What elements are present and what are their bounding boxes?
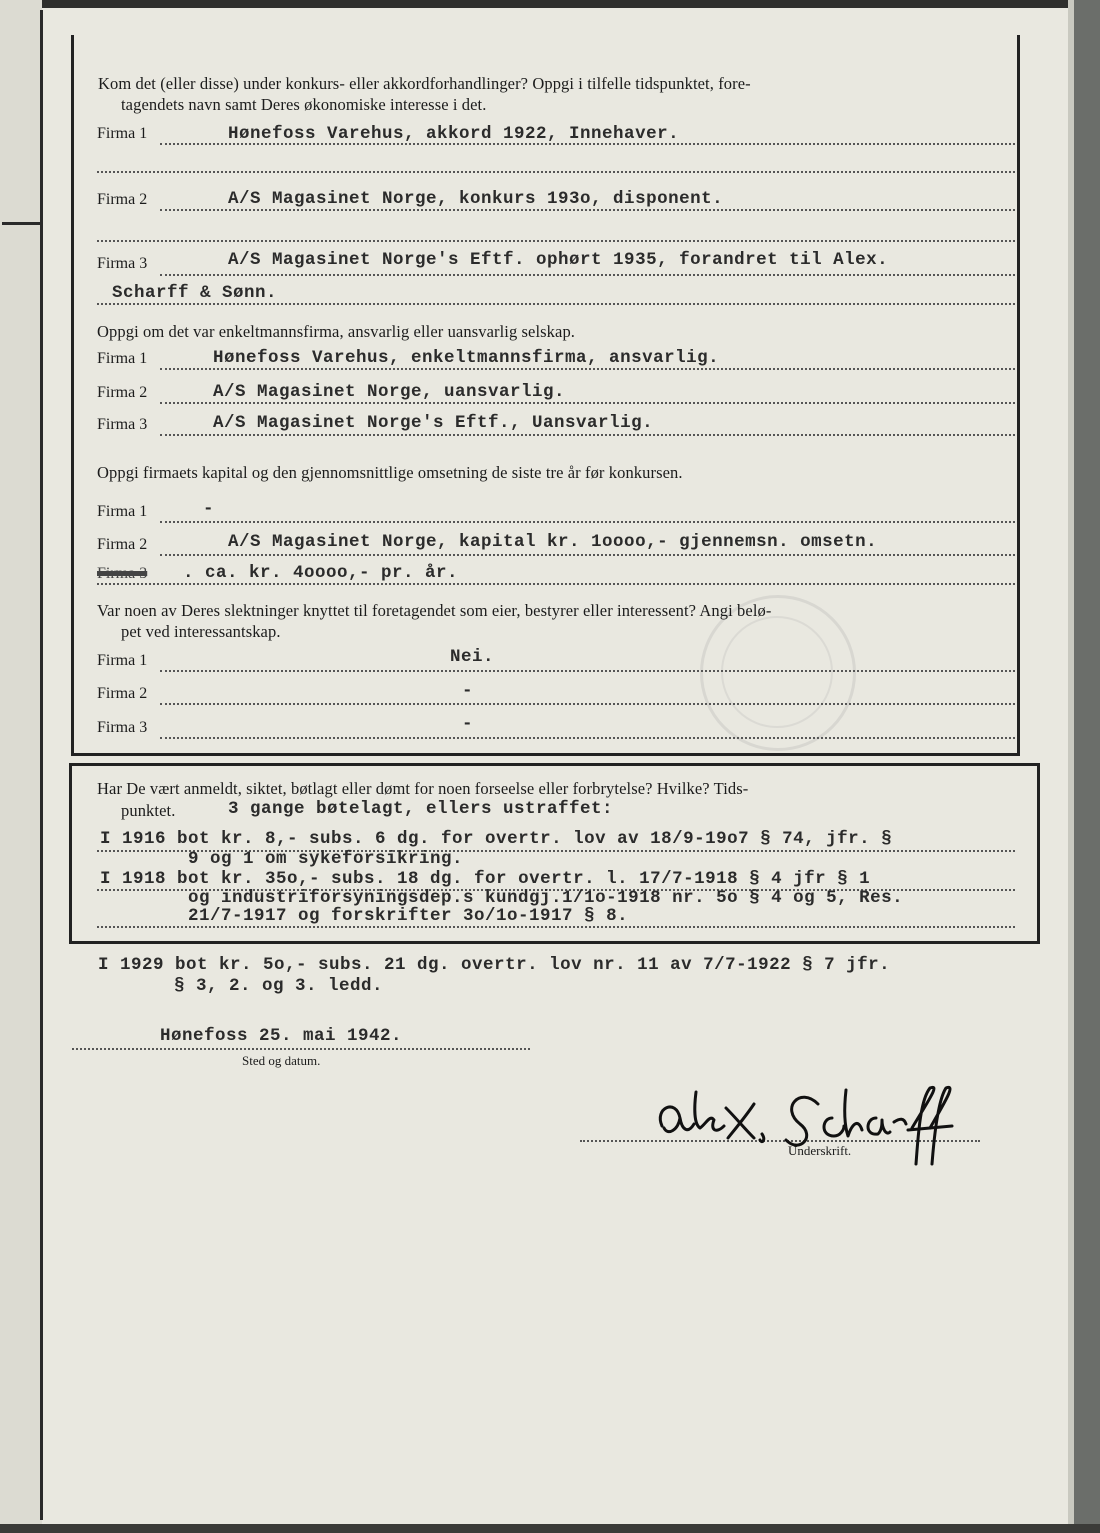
q3-firma-1-label: Firma 1 bbox=[97, 503, 148, 520]
scan-edge-right bbox=[1074, 0, 1100, 1533]
q2-firma-1-value: Hønefoss Varehus, enkeltmannsfirma, ansvarlig. bbox=[213, 348, 720, 368]
q1-text-line1: Kom det (eller disse) under konkurs- eller akkordforhandlinger? Oppgi i tilfelle tidspunktet, fore- bbox=[98, 74, 751, 93]
q3-text: Oppgi firmaets kapital og den gjennomsnittlige omsetning de siste tre år før konkursen. bbox=[97, 463, 683, 482]
dotted-line bbox=[97, 583, 1015, 585]
q2-firma-3-value: A/S Magasinet Norge's Eftf., Uansvarlig. bbox=[213, 413, 654, 433]
q3-firma-2-continuation: . ca. kr. 4oooo,- pr. år. bbox=[183, 563, 459, 583]
dotted-line bbox=[160, 703, 1015, 705]
dotted-line bbox=[160, 274, 1015, 276]
q1-firma-1-label: Firma 1 bbox=[97, 125, 148, 142]
q2-firma-1-label: Firma 1 bbox=[97, 350, 148, 367]
binding-line bbox=[40, 10, 43, 1520]
dotted-line bbox=[97, 303, 1015, 305]
q1-text-line2: tagendets navn samt Deres økonomiske interesse i det. bbox=[121, 95, 487, 114]
dotted-line bbox=[160, 209, 1015, 211]
dotted-line bbox=[160, 368, 1015, 370]
place-date-caption: Sted og datum. bbox=[242, 1053, 321, 1068]
dotted-line bbox=[97, 240, 1015, 242]
q4-firma-3-label: Firma 3 bbox=[97, 719, 148, 736]
dotted-line bbox=[160, 402, 1015, 404]
dotted-line bbox=[160, 521, 1015, 523]
q4-firma-3-value: - bbox=[462, 714, 474, 734]
q4-text-line1: Var noen av Deres slektninger knyttet til foretagendet som eier, bestyrer eller interessent? Angi belø- bbox=[97, 601, 772, 620]
q2-text: Oppgi om det var enkeltmannsfirma, ansvarlig eller uansvarlig selskap. bbox=[97, 322, 576, 341]
q2-firma-2-value: A/S Magasinet Norge, uansvarlig. bbox=[213, 382, 566, 402]
q1-firma-1-value: Hønefoss Varehus, akkord 1922, Innehaver. bbox=[228, 124, 680, 144]
q5-answer: 3 gange bøtelagt, ellers ustraffet: bbox=[228, 799, 614, 819]
dotted-line bbox=[160, 737, 1015, 739]
q5-entry-1918: I 1918 bot kr. 35o,- subs. 18 dg. for overtr. l. 17/7-1918 § 4 jfr § 1 bbox=[100, 869, 871, 889]
q4-firma-2-value: - bbox=[462, 681, 474, 701]
q5-entry-1918-cont2: 21/7-1917 og forskrifter 3o/1o-1917 § 8. bbox=[188, 906, 629, 926]
q3-struck-label: Firma 3 bbox=[97, 565, 148, 582]
q3-firma-2-value: A/S Magasinet Norge, kapital kr. 1oooo,- gjennemsn. omsetn. bbox=[228, 532, 878, 552]
binding-mark bbox=[2, 222, 40, 225]
q4-firma-1-value: Nei. bbox=[450, 647, 495, 667]
q4-firma-2-label: Firma 2 bbox=[97, 685, 148, 702]
q2-firma-2-label: Firma 2 bbox=[97, 384, 148, 401]
q4-text-line2: pet ved interessantskap. bbox=[121, 622, 281, 641]
dotted-line bbox=[160, 554, 1015, 556]
q2-firma-3-label: Firma 3 bbox=[97, 416, 148, 433]
q1-firma-2-value: A/S Magasinet Norge, konkurs 193o, disponent. bbox=[228, 189, 724, 209]
q3-firma-2-label: Firma 2 bbox=[97, 536, 148, 553]
dotted-line bbox=[97, 926, 1015, 928]
q4-firma-1-label: Firma 1 bbox=[97, 652, 148, 669]
q1-firma-3-value: A/S Magasinet Norge's Eftf. ophørt 1935, forandret til Alex. bbox=[228, 250, 889, 270]
dotted-line bbox=[97, 171, 1015, 173]
q5-text-line1: Har De vært anmeldt, siktet, bøtlagt eller dømt for noen forseelse eller forbrytelse? Hvilke? Tids- bbox=[97, 779, 749, 798]
q3-firma-1-value: - bbox=[203, 499, 215, 519]
q5-entry-1929-cont: § 3, 2. og 3. ledd. bbox=[174, 976, 384, 996]
dotted-line bbox=[160, 434, 1015, 436]
signature-caption: Underskrift. bbox=[788, 1143, 852, 1158]
dotted-line bbox=[72, 1048, 530, 1050]
q5-entry-1916: I 1916 bot kr. 8,- subs. 6 dg. for overtr. lov av 18/9-19o7 § 74, jfr. § bbox=[100, 829, 893, 849]
q5-entry-1918-cont1: og industriforsyningsdep.s kundgj.1/1o-1918 nr. 5o § 4 og 5, Res. bbox=[188, 888, 904, 908]
q1-firma-3-continuation: Scharff & Sønn. bbox=[112, 283, 278, 303]
q5-entry-1929: I 1929 bot kr. 5o,- subs. 21 dg. overtr. lov nr. 11 av 7/7-1922 § 7 jfr. bbox=[98, 955, 891, 975]
q5-text-line2: punktet. bbox=[121, 801, 176, 820]
q5-entry-1916-cont: 9 og 1 om sykeforsikring. bbox=[188, 849, 464, 869]
place-date-value: Hønefoss 25. mai 1942. bbox=[160, 1026, 403, 1046]
q1-firma-3-label: Firma 3 bbox=[97, 255, 148, 272]
adjacent-page-edge bbox=[0, 0, 42, 1533]
dotted-line bbox=[160, 670, 1015, 672]
scan-edge-top bbox=[0, 0, 1100, 8]
scan-edge-bottom bbox=[0, 1524, 1100, 1533]
q1-firma-2-label: Firma 2 bbox=[97, 191, 148, 208]
